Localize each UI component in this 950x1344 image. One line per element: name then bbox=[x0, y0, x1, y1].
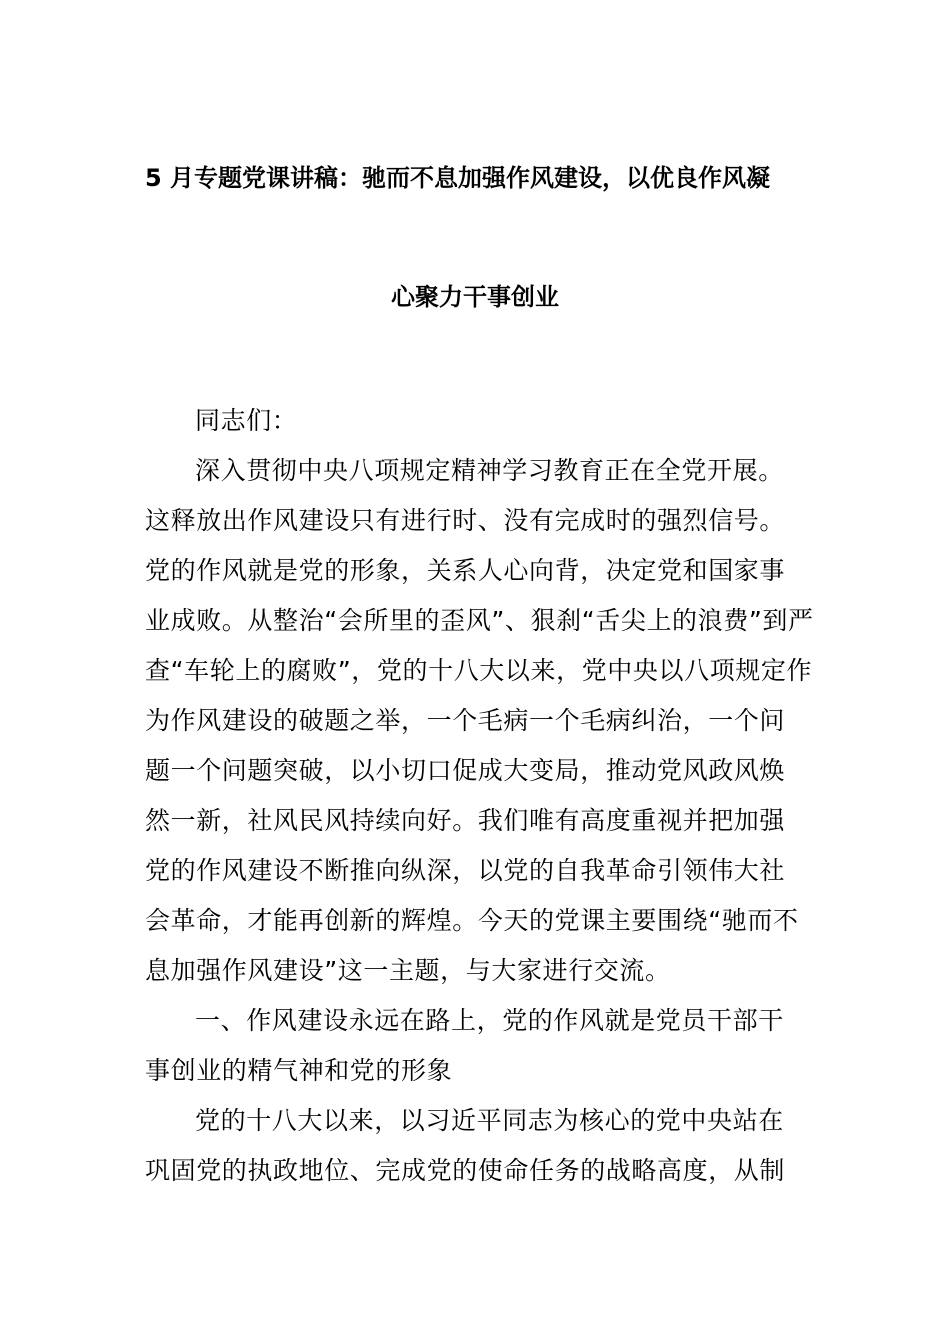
body-line: 业成败。从整治“会所里的歪风”、狠刹“舌尖上的浪费”到严 bbox=[145, 606, 814, 635]
body-line: 息加强作风建设”这一主题，与大家进行交流。 bbox=[145, 956, 671, 985]
body-line: 然一新，社风民风持续向好。我们唯有高度重视并把加强 bbox=[145, 806, 786, 835]
salutation: 同志们： bbox=[195, 406, 298, 435]
body-line: 查“车轮上的腐败”，党的十八大以来，党中央以八项规定作 bbox=[145, 656, 813, 685]
body-line: 党的作风就是党的形象，关系人心向背，决定党和国家事 bbox=[145, 556, 786, 585]
body-line: 为作风建设的破题之举，一个毛病一个毛病纠治，一个问 bbox=[145, 706, 786, 735]
body-line: 会革命，才能再创新的辉煌。今天的党课主要围绕“驰而不 bbox=[145, 906, 799, 935]
section-heading-line: 事创业的精气神和党的形象 bbox=[145, 1056, 453, 1085]
body-line: 这释放出作风建设只有进行时、没有完成时的强烈信号。 bbox=[145, 506, 786, 535]
body-line: 党的十八大以来，以习近平同志为核心的党中央站在 bbox=[195, 1106, 784, 1135]
section-heading-line: 一、作风建设永远在路上，党的作风就是党员干部干 bbox=[195, 1006, 784, 1035]
body-line: 党的作风建设不断推向纵深，以党的自我革命引领伟大社 bbox=[145, 856, 786, 885]
document-title-line-2: 心聚力干事创业 bbox=[391, 283, 559, 311]
body-line: 巩固党的执政地位、完成党的使命任务的战略高度，从制 bbox=[145, 1156, 786, 1185]
body-line: 题一个问题突破，以小切口促成大变局，推动党风政风焕 bbox=[145, 756, 786, 785]
document-title-line-1: 5 月专题党课讲稿：驰而不息加强作风建设，以优良作风凝 bbox=[145, 164, 771, 192]
body-line: 深入贯彻中央八项规定精神学习教育正在全党开展。 bbox=[195, 456, 784, 485]
